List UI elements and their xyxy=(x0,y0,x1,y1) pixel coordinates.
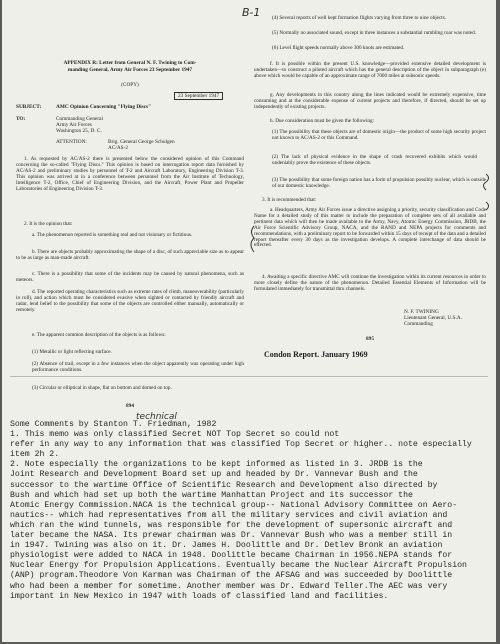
paragraph-3a: a. Headquarters, Army Air Forces issue a directive assigning a priority, security classification and Code Name for a detailed study of this matter to include the preparation of complete sets of all available and pertinent data which will then be made available to the Army, Navy, Atomic Energy Commission, JRDB, the Air Force Scientific Advisory Group, NACA, and the RAND and NEPA projects for comments and recommendations, with a preliminary report to be forwarded within 15 days of receipt of the data and a detailed report thereafter every 30 days as the investigation develops. A complete interchange of data should be effected. xyxy=(254,207,486,249)
comments-line: Bush and which had set up both the wartime Manhattan Project and its successor the xyxy=(10,490,413,500)
page-number-right: 895 xyxy=(366,336,374,342)
comments-line: physiologist were added to NACA in 1948. Doolittle became Chairman in 1956.NEPA stands for xyxy=(10,551,453,561)
signature-role: Commanding xyxy=(404,321,433,327)
handwritten-annotation: technical xyxy=(136,412,177,422)
list-item: (1) Metallic or light reflecting surface. xyxy=(32,349,112,355)
to-line: Washington 25, D. C. xyxy=(56,128,102,134)
document-page xyxy=(2,0,496,642)
h-list-item: (3) The possibility that some foreign nation has a form of propulsion possibly nuclear, which is outside of our domestic knowledge. xyxy=(272,177,486,189)
footer-title: Condon Report. January 1969 xyxy=(264,350,368,359)
appendix-title-line-1: APPENDIX R: Letter from General N. F. Twining to Com- xyxy=(63,60,197,66)
page-number-left: 894 xyxy=(126,403,134,409)
comments-line: Joint Research and Development Board set up and headed by Dr. Vannevar Bush and the xyxy=(10,470,418,480)
comments-line: Some Comments by Stanton T. Friedman, 1982 xyxy=(10,420,217,429)
paragraph-4: 4. Awaiting a specific directive AMC will continue the investigation within its current resources in order to more closely define the nature of the phenomenon. Detailed Essential Elements of Information will be formulated immediately for transmittal thru channels. xyxy=(254,274,486,292)
attention-text: Brig. General George Schulgen xyxy=(108,139,175,145)
subject-label: SUBJECT: xyxy=(16,104,42,110)
handwritten-page-note: B-1 xyxy=(242,6,261,19)
paragraph-f: f. It is possible within the present U.S. knowledge—provided extensive detailed development is undertaken—to construct a piloted aircraft which has the general description of the object in subparagraph (e) above which would be capable of an approximate range of 7000 miles at subsonic speeds. xyxy=(254,61,486,79)
list-item: (6) Level flight speeds normally above 300 knots are estimated. xyxy=(272,45,405,51)
paragraph-2a: a. The phenomenon reported is something real and not visionary or fictitious. xyxy=(32,232,193,238)
attention-office: AC/AS-2 xyxy=(108,145,129,151)
comments-line: 2. Note especially the organizations to be kept informed as listed in 3. JRDB is the xyxy=(10,460,423,470)
list-item: (2) Absence of trail, except in a few instances when the object apparently was operating under high performance conditions. xyxy=(32,361,244,373)
comments-line: Atomic Energy Commission.NACA is the technical group-- National Advisory Committee on Aero- xyxy=(10,500,458,510)
signature-name: N. F. TWINING xyxy=(404,309,439,315)
paragraph-2b: b. There are objects probably approximating the shape of a disc, of such appreciable size as to appear to be as large as man-made aircraft. xyxy=(16,249,244,261)
comments-line: important in New Mexico in 1947 with loads of classified land and facilities. xyxy=(10,591,389,601)
section-divider xyxy=(10,376,488,377)
comments-line: which ran the wind tunnels, was responsible for the development of supersonic aircraft and xyxy=(10,520,453,530)
comments-line: refer in any way to any information that was classified Top Secret or higher.. note especially xyxy=(10,440,472,450)
comments-line: nautics-- which had representatives from all the military services and civil aviation and xyxy=(10,510,448,520)
paragraph-2d: d. The reported operating characteristics such as extreme rates of climb, maneuverability (particularly in roll), and action which must be considered evasive when sighted or contacted by friendly aircraft and radar, lend belief to the possibility that some of the objects are controlled either manually, automatically or remotely. xyxy=(16,289,244,313)
list-item: (3) Circular or elliptical in shape, flat on bottom and domed on top. xyxy=(32,385,172,391)
subject-text: AMC Opinion Concerning "Flying Discs" xyxy=(56,104,152,110)
paragraph-3: 3. It is recommended that: xyxy=(262,197,317,203)
comments-line: who had been a member for sometime. Another member was Dr. Edward Teller.The AEC was very xyxy=(10,581,448,591)
paragraph-g: g. Any developments in this country along the lines indicated would be extremely expensive, time consuming and at the considerable expense of current projects and therefore, if directed, should be set up independently of existing projects. xyxy=(254,92,486,110)
signature-title: Lieutenant General, U.S.A. xyxy=(404,315,462,321)
h-list-item: (1) The possibility that these objects are of domestic origin—the product of some high security project not known to AC/AS-2 or this Command. xyxy=(272,129,486,141)
memo-date: 23 September 1947 xyxy=(174,92,223,100)
paragraph-2: 2. It is the opinion that: xyxy=(24,221,73,227)
attention-label: ATTENTION: xyxy=(56,139,87,145)
comments-line: Nuclear Energy for Propulsion Applications. Eventually became the Nuclear Aircraft Propulsion xyxy=(10,561,467,571)
paragraph-2e: e. The apparent common description of the objects is as follows: xyxy=(32,332,166,338)
list-item: (4) Several reports of well kept formation flights varying from three to nine objects. xyxy=(272,15,447,21)
comments-line: successor to the wartime Office of Scientific Research and Development also directed by xyxy=(10,480,438,490)
comments-line: (ANP) program.Theodore Von Karman was Chairman of the AFSAG and was succeeded by Doolittle xyxy=(10,571,453,581)
comments-line: item 2h 2. xyxy=(10,450,60,460)
list-item: (5) Normally no associated sound, except in three instances a substantial rumbling roar was noted. xyxy=(272,30,476,36)
paragraph-1: 1. As requested by AC/AS-2 there is presented below the considered opinion of this Command concerning the so-called "Flying Discs." This opinion is based on interrogation report data furnished by AC/AS-2 and preliminary studies by personnel of T-2 and Aircraft Laboratory, Engineering Division T-3. This opinion was arrived at in a conference between personnel from the Air Institute of Technology, Intelligence T-2, Office, Chief of Engineering Division, and the Aircraft, Power Plant and Propeller Laboratories of Engineering Division T-3. xyxy=(16,156,244,192)
to-line: Commanding General xyxy=(56,116,103,122)
margin-bracket-marks xyxy=(224,150,494,270)
comments-section xyxy=(10,420,490,602)
paragraph-h: h. Due consideration must be given the following: xyxy=(270,118,375,124)
comments-line: in 1947. Twining was also on it. Dr. James H. Doolittle and Dr. Detlev Bronk an aviation xyxy=(10,541,443,551)
comments-line: 1. This memo was only classified Secret NOT Top Secret so could not xyxy=(10,430,340,440)
h-list-item: (2) The lack of physical evidence in the shape of crash recovered exhibits which would undeniably prove the existence of these objects. xyxy=(272,154,477,166)
appendix-title-line-2: manding General, Army Air Forces 23 September 1947 xyxy=(67,67,193,73)
comments-line: later became the NASA. Its prewar chairman was Dr. Vannevar Bush who was a member still in xyxy=(10,531,453,541)
to-line: Army Air Forces xyxy=(56,122,92,128)
paragraph-2c: c. There is a possibility that some of the incidents may be caused by natural phenomena, such as meteors. xyxy=(16,271,244,283)
to-label: TO: xyxy=(16,116,26,122)
copy-label: (COPY) xyxy=(121,82,139,88)
